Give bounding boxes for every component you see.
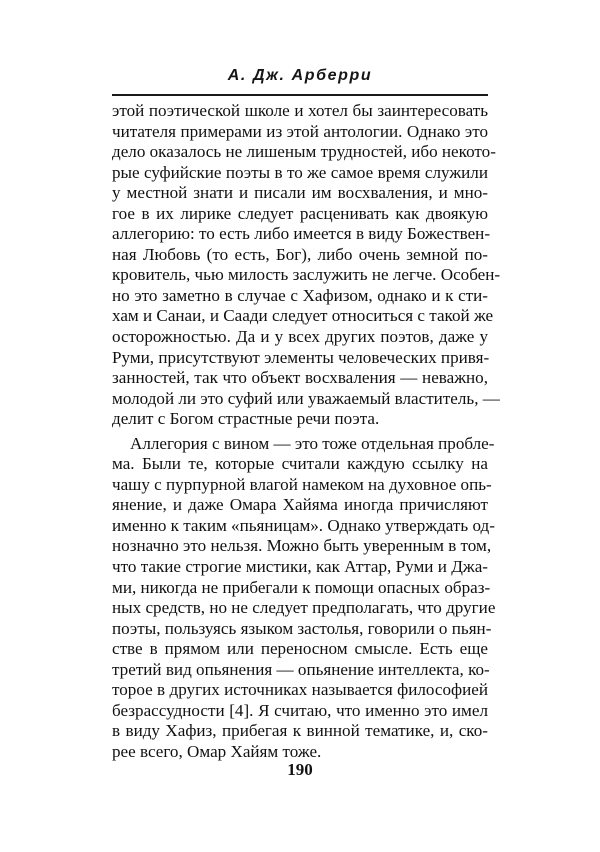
page-number: 190 bbox=[287, 760, 313, 779]
text-line: хам и Санаи, и Саади следует относиться с такой же bbox=[112, 306, 494, 326]
paragraph-2 bbox=[112, 433, 496, 763]
text-line: поэты, пользуясь языком застолья, говорили о пьян- bbox=[112, 618, 492, 638]
text-line: но это заметно в случае с Хафизом, однако и к сти- bbox=[112, 285, 488, 305]
text-line: читателя примерами из этой антологии. Однако это bbox=[112, 121, 488, 141]
text-line: торое в других источниках называется философией bbox=[112, 680, 488, 700]
text-line: Руми, присутствуют элементы человеческих привя- bbox=[112, 347, 490, 367]
text-line: нозначно это нельзя. Можно быть уверенным в том, bbox=[112, 536, 492, 556]
text-line: именно к таким «пьяницам». Однако утверждать од- bbox=[112, 515, 495, 535]
text-line: янение, и даже Омара Хайяма иногда причисляют bbox=[112, 495, 488, 515]
text-line: в виду Хафиз, прибегая к винной тематике, и, ско- bbox=[112, 721, 488, 741]
text-line: дело оказалось не лишеным трудностей, ибо некото- bbox=[112, 142, 496, 162]
text-line: Аллегория с вином — это тоже отдельная пробле- bbox=[130, 433, 495, 453]
text-line: ма. Были те, которые считали каждую ссылку на bbox=[112, 454, 488, 474]
text-line: у местной знати и писали им восхваления, и мно- bbox=[112, 183, 488, 203]
paragraph-1 bbox=[112, 101, 501, 430]
running-head-title: А. Дж. Арберри bbox=[227, 67, 373, 84]
text-line: этой поэтической школе и хотел бы заинтересовать bbox=[112, 101, 488, 120]
text-line: рее всего, Омар Хайям тоже. bbox=[112, 741, 322, 761]
text-line: третий вид опьянения — опьянение интеллекта, ко- bbox=[112, 659, 490, 679]
text-line: кровитель, чью милость заслужить не легче. Особен- bbox=[112, 265, 501, 285]
text-line: что такие строгие мистики, как Аттар, Руми и Джа- bbox=[112, 557, 488, 577]
text-line: стве в прямом или переносном смысле. Есть еще bbox=[112, 639, 488, 659]
text-line: ных средств, но не следует предполагать, что другие bbox=[112, 598, 496, 618]
text-line: ми, никогда не прибегали к помощи опасных образ- bbox=[112, 577, 491, 597]
text-line: молодой ли это суфий или уважаемый властитель, — bbox=[112, 388, 500, 408]
text-line: осторожностью. Да и у всех других поэтов, даже у bbox=[112, 327, 488, 347]
text-line: делит с Богом страстные речи поэта. bbox=[112, 409, 380, 429]
text-line: безрассудности [4]. Я считаю, что именно это имел bbox=[112, 700, 488, 720]
text-line: рые суфийские поэты в то же самое время служили bbox=[112, 162, 488, 182]
text-line: чашу с пурпурной влагой намеком на духовное опь- bbox=[112, 474, 492, 494]
page-body bbox=[112, 101, 501, 763]
text-line: аллегорию: то есть либо имеется в виду Божествен- bbox=[112, 224, 491, 244]
running-header bbox=[112, 62, 488, 96]
text-line: гое в их лирике следует расценивать как двоякую bbox=[112, 203, 488, 223]
text-line: занностей, так что объект восхваления — неважно, bbox=[112, 368, 488, 388]
text-line: ная Любовь (то есть, Бог), либо очень земной по- bbox=[112, 244, 488, 264]
